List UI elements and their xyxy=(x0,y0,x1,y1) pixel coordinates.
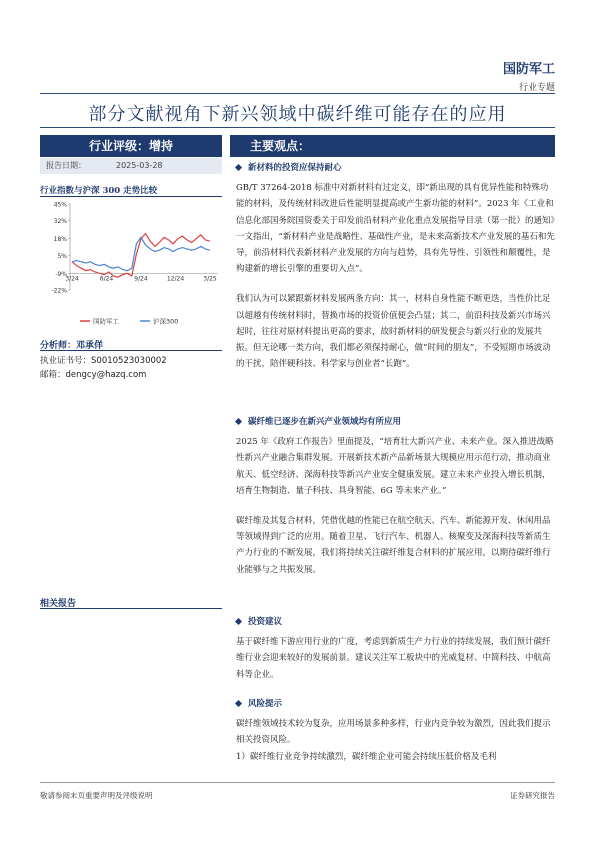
paragraph: 2025 年《政府工作报告》里面提及，“培育壮大新兴产业、未来产业。深入推进战略性新兴产业融合集群发展。开展新技术新产品新场景大规模应用示范行动，推动商业航天、低空经济、深海科技等新兴产业安全健康发展。建立未来产业投入增长机制，培育生物制造、量子科技、具身智能、6G 等未来产业。” xyxy=(236,437,554,496)
section-investment-advice xyxy=(236,614,556,683)
paragraph: 碳纤维及其复合材料，凭借优越的性能已在航空航天、汽车、新能源开发、休闲用品等领域得到广泛的应用。随着卫星、飞行汽车、机器人、核聚变及深海科技等新质生产力行业的不断发展，我们将持续关注碳纤维复合材料的扩展应用，以期待碳纤维行业能够与之共振发展。 xyxy=(236,516,551,575)
diamond-bullet-icon xyxy=(235,164,242,171)
y-tick-label: -22% xyxy=(51,287,67,295)
certificate-number: S0010523030002 xyxy=(91,356,167,366)
analyst-divider xyxy=(40,350,222,351)
main-views-heading: 主要观点： xyxy=(230,135,555,157)
diamond-bullet-icon xyxy=(235,418,242,425)
x-tick-label: 9/24 xyxy=(134,275,148,283)
y-tick-label: 5% xyxy=(57,252,67,260)
paragraph: 基于碳纤维下游应用行业的广度，考虑到新质生产力行业的持续发展，我们预计碳纤维行业会迎来较好的发展前景。建议关注军工板块中的光威复材、中简科技、中航高科等企业。 xyxy=(236,637,551,680)
section-heading: 新材料的投资应保持耐心 xyxy=(236,160,556,176)
footer-disclaimer: 敬请参阅末页重要声明及评级说明 xyxy=(40,791,153,800)
section-patience xyxy=(236,160,556,372)
related-reports-title: 相关报告 xyxy=(40,599,77,609)
header-industry: 国防军工 xyxy=(502,62,555,77)
section-risk xyxy=(236,696,556,765)
section-heading: 投资建议 xyxy=(236,614,556,630)
title-divider xyxy=(40,127,555,128)
chart-title: 行业指数与沪深 300 走势比较 xyxy=(40,186,158,196)
y-tick-label: -9% xyxy=(55,270,67,278)
email-label: 邮箱： xyxy=(40,370,66,380)
diamond-bullet-icon xyxy=(235,618,242,625)
paragraph: 1）碳纤维行业竞争持续激烈，碳纤维企业可能会持续压低价格及毛利 xyxy=(236,751,497,762)
paragraph: GB/T 37264-2018 标准中对新材料有过定义，即“新出现的具有优异性能和特殊功能的材料，及传统材料改进后性能明显提高或产生新功能的材料”。2023 年《工业和信息化部国务院国资委关于印发前沿材料产业化重点发展指导目录（第一批）的通知》一文指出，“新材料产业是战略性、基础性产业，是未来高新技术产业发展的基石和先导，前沿材料代表新材料产业发展的方向与趋势，具有先导性、引领性和颠覆性，是构建新的增长引擎的重要切入点”。 xyxy=(236,183,555,275)
y-tick-label: 18% xyxy=(53,236,67,244)
x-tick-label: 3/24 xyxy=(65,275,79,283)
footer-report-type: 证券研究报告 xyxy=(510,791,555,800)
legend-label: 沪深300 xyxy=(153,317,179,326)
diamond-bullet-icon xyxy=(235,700,242,707)
x-tick-label: 6/24 xyxy=(99,275,114,283)
industry-rating: 行业评级：增持 xyxy=(40,135,222,157)
legend-label: 国防军工 xyxy=(93,317,119,326)
section-heading: 风险提示 xyxy=(236,696,556,712)
paragraph: 碳纤维领域技术较为复杂，应用场景多种多样，行业内竞争较为激烈，因此我们提示相关投资风险。 xyxy=(236,719,551,746)
section-applications xyxy=(236,414,556,578)
report-date-row xyxy=(40,158,222,174)
header-divider xyxy=(40,93,555,94)
y-tick-label: 45% xyxy=(53,201,67,209)
x-tick-label: 12/24 xyxy=(166,275,185,283)
footer-divider xyxy=(40,782,555,783)
paragraph: 我们认为可以紧跟新材料发展两条方向：其一，材料自身性能不断更迭，当性价比足以超越有传统材料时，替换市场的投资价值便会凸显；其二，前沿科技及新兴市场兴起时，往往对原材料提出更高的要求，故时新材料的研发便会与新兴行业的发展共振。但无论哪一类方向，我们都必须保持耐心，做“时间的朋友”，不受短期市场波动的干扰，陪伴硬科技、科学家与创业者“长跑”。 xyxy=(236,294,551,370)
related-reports-divider xyxy=(40,608,222,609)
certificate-label: 执业证书号： xyxy=(40,356,92,366)
report-date-value: 2025-03-28 xyxy=(116,161,163,170)
certificate-row xyxy=(40,354,167,366)
email-row xyxy=(40,368,146,380)
chart-title-divider xyxy=(40,196,222,197)
series-line xyxy=(72,237,210,270)
email-link[interactable]: dengcy@hazq.com xyxy=(65,370,147,380)
report-date-label: 报告日期： xyxy=(46,161,86,170)
series-line xyxy=(72,234,210,278)
x-tick-label: 3/25 xyxy=(203,275,217,283)
analyst-name: 分析师：邓承佯 xyxy=(40,341,104,351)
y-tick-label: 32% xyxy=(53,218,67,226)
index-comparison-chart xyxy=(40,198,222,332)
header-topic: 行业专题 xyxy=(518,83,555,93)
section-heading: 碳纤维已逐步在新兴产业领域均有所应用 xyxy=(236,414,556,430)
page-title: 部分文献视角下新兴领域中碳纤维可能存在的应用 xyxy=(88,104,507,125)
